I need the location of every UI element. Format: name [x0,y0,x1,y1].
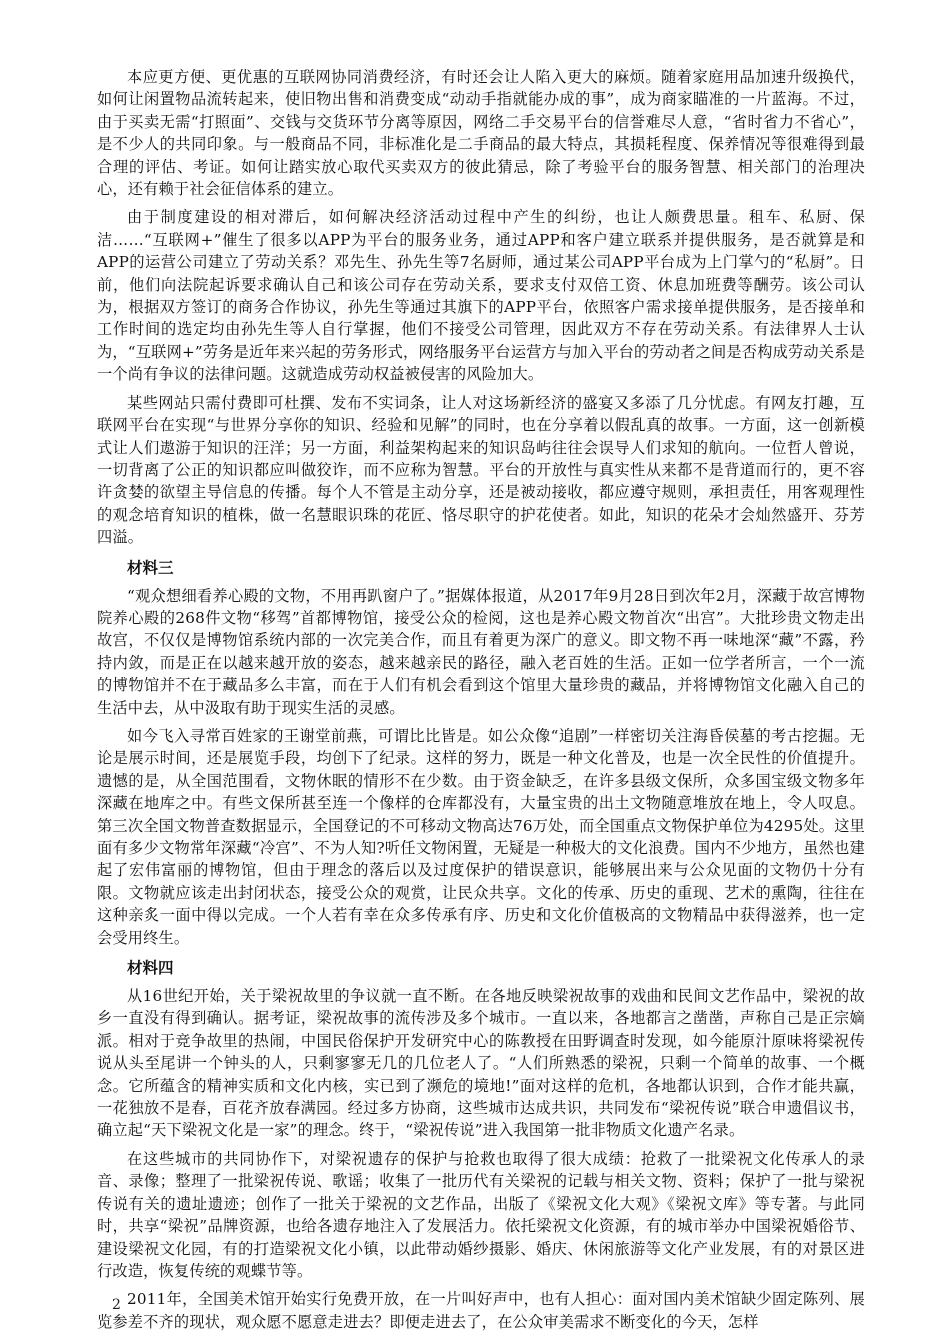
paragraph: 由于制度建设的相对滞后，如何解决经济活动过程中产生的纠纷，也让人颇费思量。租车、私厨、保洁……“互联网+”催生了很多以APP为平台的服务业务，通过APP和客户建立联系并提供服务，是否就算是和APP的运营公司建立了劳动关系？邓先生、孙先生等7名厨师，通过某公司APP平台成为上门掌勺的“私厨”。日前，他们向法院起诉要求确认自己和该公司存在劳动关系，要求支付双倍工资、休息加班费等酬劳。该公司认为，根据双方签订的商务合作协议，孙先生等通过其旗下的APP平台，依照客户需求接单提供服务，是否接单和工作时间的选定均由孙先生等人自行掌握，他们不接受公司管理，因此双方不存在劳动关系。有法律界人士认为，“互联网+”劳务是近年来兴起的劳务形式，网络服务平台运营方与加入平台的劳动者之间是否构成劳动关系是一个尚有争议的法律问题。这就造成劳动权益被侵害的风险加大。 [97,208,865,384]
paragraph: 某些网站只需付费即可杜撰、发布不实词条，让人对这场新经济的盛宴又多添了几分忧虑。有网友打趣，互联网平台在实现“与世界分享你的知识、经验和见解”的同时，也在分享着以假乱真的故事。一方面，这一创新模式让人们遨游于知识的汪洋；另一方面，利益架构起来的知识岛屿往往会误导人们求知的航向。一位哲人曾说，一切背离了公正的知识都应叫做狡诈，而不应称为智慧。平台的开放性与真实性从来都不是背道而行的，更不容许贪婪的欲望主导信息的传播。每个人不管是主动分享，还是被动接收，都应遵守规则，承担责任，用客观理性的观念培育知识的植株，做一名慧眼识珠的花匠、恪尽职守的护花使者。如此，知识的花朵才会灿然盛开、芬芳四溢。 [97,393,865,547]
paragraph: 本应更方便、更优惠的互联网协同消费经济，有时还会让人陷入更大的麻烦。随着家庭用品加速升级换代，如何让闲置物品流转起来，使旧物出售和消费变成“动动手指就能办成的事”，成为商家瞄准的一片蓝海。不过，由于买卖无需“打照面”、交钱与交货环节分离等原因，网络二手交易平台的信誉难尽人意，“省时省力不省心”，是不少人的共同印象。与一般商品不同，非标准化是二手商品的最大特点，其损耗程度、保养情况等很难得到最合理的评估、考证。如何让踏实放心取代买卖双方的彼此猜忌，除了考验平台的服务智慧、相关部门的治理决心，还有赖于社会征信体系的建立。 [97,68,865,199]
paragraph: 在这些城市的共同协作下，对梁祝遗存的保护与抢救也取得了很大成绩：抢救了一批梁祝文化传承人的录音、录像；整理了一批梁祝传说、歌谣；收集了一批历代有关梁祝的记载与相关文物、资料；保护了一批与梁祝传说有关的遗址遗迹；创作了一批关于梁祝的文艺作品，出版了《梁祝文化大观》《梁祝文库》等专著。与此同时，共享“梁祝”品牌资源，也给各遗存地注入了发展活力。依托梁祝文化资源，有的城市举办中国梁祝婚俗节、建设梁祝文化园，有的打造梁祝文化小镇，以此带动婚纱摄影、婚庆、休闲旅游等文化产业发展，有的对景区进行改造，恢复传统的观蝶节等。 [97,1149,865,1280]
section-heading: 材料四 [127,959,174,978]
paragraph: 2011年，全国美术馆开始实行免费开放，在一片叫好声中，也有人担心：面对国内美术馆缺少固定陈列、展览参差不齐的现状，观众愿不愿意走进去？即便走进去了，在公众审美需求不断变化的今天，怎样 [97,1290,865,1331]
document-body [97,66,865,1339]
paragraph: 如今飞入寻常百姓家的王谢堂前燕，可谓比比皆是。如公众像“追剧”一样密切关注海昏侯墓的考古挖掘。无论是展示时间，还是展览手段，均创下了纪录。这样的努力，既是一种文化普及，也是一次全民性的价值提升。遗憾的是，从全国范围看，文物休眠的情形不在少数。由于资金缺乏，在许多县级文保所，众多国宝级文物多年深藏在地库之中。有些文保所甚至连一个像样的仓库都没有，大量宝贵的出土文物随意堆放在地上，令人叹息。第三次全国文物普查数据显示，全国登记的不可移动文物高达76万处，而全国重点文物保护单位为4295处。这里面有多少文物常年深藏“冷宫”、不为人知?听任文物闲置，无疑是一种极大的文化浪费。国内不少地方，虽然也建起了宏伟富丽的博物馆，但由于理念的落后以及过度保护的错误意识，能够展出来与公众见面的文物仍十分有限。文物就应该走出封闭状态，接受公众的观赏，让民众共享。文化的传承、历史的重现、艺术的熏陶，往往在这种亲炙一面中得以完成。一个人若有幸在众多传承有序、历史和文化价值极高的文物精品中获得滋养，也一定会受用终生。 [97,726,865,947]
paragraph: 从16世纪开始，关于梁祝故里的争议就一直不断。在各地反映梁祝故事的戏曲和民间文艺作品中，梁祝的故乡一直没有得到确认。据考证，梁祝故事的流传涉及多个城市。一直以来，各地都言之凿凿，声称自己是正宗嫡派。相对于竞争故里的热闹，中国民俗保护开发研究中心的陈教授在田野调查时发现，如今能原汁原味将梁祝传说从头至尾讲一个钟头的人，只剩寥寥无几的几位老人了。“人们所熟悉的梁祝，只剩一个简单的故事、一个概念。它所蕴含的精神实质和文化内核，实已到了濒危的境地!”面对这样的危机，各地都认识到，合作才能共赢，一花独放不是春，百花齐放春满园。经过多方协商，这些城市达成共识，共同发布“梁祝传说”联合申遗倡议书，确立起“天下梁祝文化是一家”的理念。终于，“梁祝传说”进入我国第一批非物质文化遗产名录。 [97,987,865,1140]
section-heading: 材料三 [127,558,174,577]
paragraph: “观众想细看养心殿的文物，不用再趴窗户了。”据媒体报道，从2017年9月28日到次年2月，深藏于故宫博物院养心殿的268件文物“移驾”首都博物馆，接受公众的检阅，这也是养心殿文物首次“出宫”。大批珍贵文物走出故宫，不仅仅是博物馆系统内部的一次完美合作，而且有着更为深广的意义。即文物不再一味地深“藏”不露，矜持内敛，而是正在以越来越开放的姿态，越来越亲民的路径，融入老百姓的生活。正如一位学者所言，一个一流的博物馆并不在于藏品多么丰富，而在于人们有机会看到这个馆里大量珍贵的藏品，并将博物馆文化融入自己的生活中去，从中汲取有助于现实生活的灵感。 [97,586,865,717]
page-number: 2 [112,1297,121,1313]
